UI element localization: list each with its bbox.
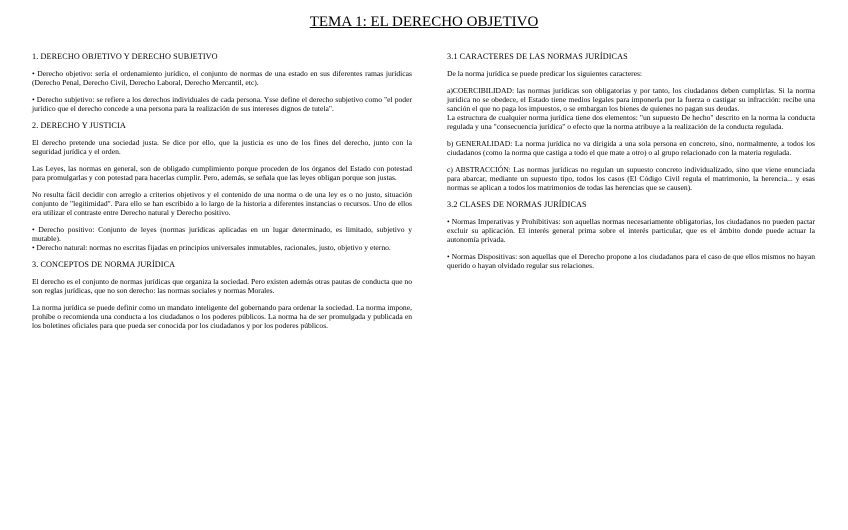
section-1-heading: 1. DERECHO OBJETIVO Y DERECHO SUBJETIVO [32, 52, 218, 61]
section-2-bullet-natural: • Derecho natural: normas no escritas fijadas en principios universales inmutables, racionales, justo, objetivo y eterno. [32, 243, 391, 252]
section-3-1-coercibility: a)COERCIBILIDAD: las normas jurídicas son obligatorias y por tanto, los ciudadanos deben cumplirlas. Si la norma jurídica no se obedece, el Estado tiene medios legales para imponerla por la fuerza o castigar su infracción: recibe una sanción el que no paga los impuestos, o se embargan los bienes de quienes no pagan sus deudas. [447, 86, 815, 113]
section-3-2-imperative: • Normas Imperativas y Prohibitivas: son aquellas normas necesariamente obligatorias, los ciudadanos no pueden pactar excluir su aplicación. El interés general prima sobre el interés particular, que es el ámbito donde puede actuar la autonomía privada. [447, 217, 815, 244]
section-3-2-dispositive: • Normas Dispositivas: son aquellas que el Derecho propone a los ciudadanos para el caso de que ellos mismos no hayan querido o hayan olvidado regular sus relaciones. [447, 252, 815, 270]
section-2-bullet-positive: • Derecho positivo: Conjunto de leyes (normas jurídicas aplicadas en un lugar determinado, es limitado, subjetivo y mutable). [32, 225, 412, 243]
section-3-1-structure: La estructura de cualquier norma jurídica tiene dos elementos: "un supuesto De hecho" descrito en la norma la conducta regulada y una "consecuencia jurídica" o efecto que la norma atribuye a la realización de la conducta regulada. [447, 113, 815, 131]
right-column [447, 52, 815, 278]
section-3-1-generality: b) GENERALIDAD: La norma jurídica no va dirigida a una sola persona en concreto, sino, normalmente, a todos los ciudadanos (como la norma que castiga a todo el que mate a otro) o al grupo relacionado con la materia regulada. [447, 139, 815, 157]
section-3-1-intro: De la norma jurídica se puede predicar los siguientes caracteres: [447, 69, 643, 78]
section-2-paragraph-2: Las Leyes, las normas en general, son de obligado cumplimiento porque proceden de los órganos del Estado con potestad para promulgarlas y con potestad para hacerlas cumplir. Pero, además, se señala que las leyes obligan porque son justas. [32, 164, 412, 182]
section-3-paragraph-2: La norma jurídica se puede definir como un mandato inteligente del gobernando para ordenar la sociedad. La norma impone, prohíbe o recomienda una conducta a los ciudadanos o los poderes públicos. La norma ha de ser promulgada y publicada en los boletines oficiales para que pueda ser conocida por los ciudadanos y por los poderes públicos. [32, 303, 412, 330]
page-title: TEMA 1: EL DERECHO OBJETIVO [309, 14, 539, 30]
section-1-paragraph-objective: • Derecho objetivo: sería el ordenamiento jurídico, el conjunto de normas de una estado en sus diferentes ramas jurídicas (Derecho Penal, Derecho Civil, Derecho Laboral, Derecho Mercantil, etc). [32, 69, 412, 87]
section-3-2-heading: 3.2 CLASES DE NORMAS JURÍDICAS [447, 200, 587, 209]
section-1-paragraph-subjective: • Derecho subjetivo: se refiere a los derechos individuales de cada persona. Ysse define el derecho subjetivo como "el poder jurídico que el derecho concede a una persona para la realización de sus intereses dignos de tutela". [32, 95, 412, 113]
section-3-1-heading: 3.1 CARACTERES DE LAS NORMAS JURÍDICAS [447, 52, 628, 61]
section-3-paragraph-1: El derecho es el conjunto de normas jurídicas que organiza la sociedad. Pero existen además otras pautas de conducta que no son reglas jurídicas, que no son derecho: las normas sociales y normas Morales. [32, 277, 412, 295]
section-2-paragraph-3: No resulta fácil decidir con arreglo a criterios objetivos y el contenido de una norma o de una ley es o no justo, situación conjunto de "legitimidad". Para ello se han escribido a lo largo de la historia a diferentes instancias o recursos. Uno de ellos era utilizar el contraste entre Derecho natural y Derecho positivo. [32, 190, 412, 217]
left-column [32, 52, 412, 338]
section-2-heading: 2. DERECHO Y JUSTICIA [32, 121, 126, 130]
section-3-1-abstraction: c) ABSTRACCIÓN: Las normas jurídicas no regulan un supuesto concreto individualizado, sino que viene enunciada para abarcar, mediante un supuesto tipo, todos los casos (El Código Civil regula el matrimonio, la herencia... y esas normas se aplican a todos los matrimonios de todas las herencias que se causen). [447, 165, 815, 192]
section-3-heading: 3. CONCEPTOS DE NORMA JURÍDICA [32, 260, 176, 269]
section-2-paragraph-1: El derecho pretende una sociedad justa. Se dice por ello, que la justicia es uno de los fines del derecho, junto con la seguridad jurídica y el orden. [32, 138, 412, 156]
